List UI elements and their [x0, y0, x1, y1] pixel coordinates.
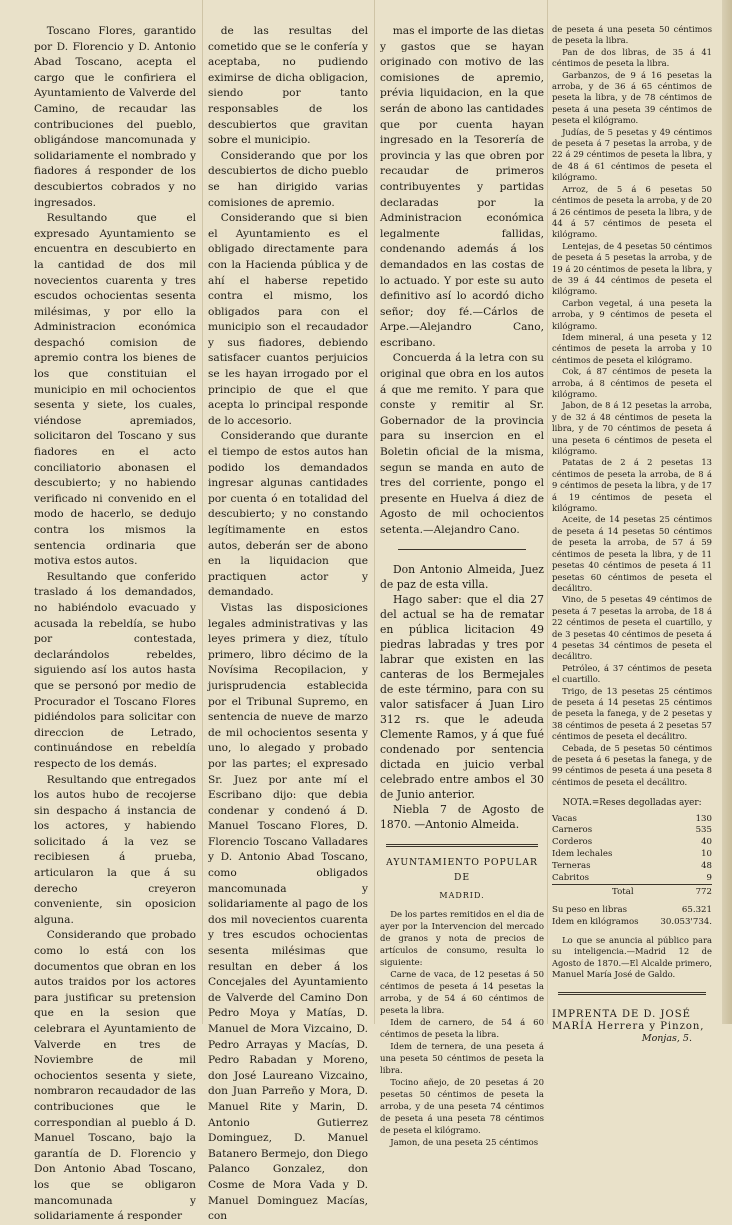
price-item: Arroz, de 5 á 6 pesetas 50 céntimos de peseta la arroba, y de 20 á 26 céntimos de peseta la libra, y de 44 á 57 céntimos de peseta el kilógramo. [552, 183, 712, 240]
price-item: Garbanzos, de 9 á 16 pesetas la arroba, y de 36 á 65 céntimos de peseta la libra, y de 78 céntimos de peseta á una peseta 39 céntimos de peseta el kilógramo. [552, 69, 712, 126]
closing-notice: Lo que se anuncia al público para su inteligencia.—Madrid 12 de Agosto de 1870.—El Alcalde primero, Manuel María José de Galdo. [552, 934, 712, 980]
tally-label: Corderos [552, 837, 593, 848]
tally-label: Vacas [552, 813, 577, 824]
nota-title: NOTA.=Reses degolladas ayer: [562, 798, 702, 809]
price-item: Cebada, de 5 pesetas 50 céntimos de peseta á 6 pesetas la fanega, y de 99 céntimos de peseta á una peseta 8 céntimos de peseta el decálitro. [552, 742, 712, 787]
tally-total-label: Total [552, 885, 678, 899]
weight-value: 30.053'734. [660, 917, 712, 927]
divider [398, 549, 526, 550]
printer-name: IMPRENTA DE D. JOSÉ MARÍA Herrera y Pinzon, [552, 1009, 705, 1033]
section-heading: AYUNTAMIENTO POPULAR DE [386, 856, 538, 884]
printer-address: Monjas, 5. [641, 1033, 692, 1045]
notice-signature: Niebla 7 de Agosto de 1870. —Antonio Almeida. [380, 802, 544, 831]
column-gutter [547, 0, 548, 1024]
tally-total-row [552, 885, 712, 899]
paragraph: de las resultas del cometido que se le confería y aceptaba, no pudiendo eximirse de dicha obligacion, siendo por tanto responsables de los descubiertos que gravitan sobre el municipio. [208, 25, 368, 147]
tally-label: Terneras [552, 860, 591, 871]
market-intro: De los partes remitidos en el dia de ayer por la Intervencion del mercado de granos y nota de precios de artículos de consumo, resulta lo siguiente: [380, 910, 544, 969]
weight-label: Su peso en libras [552, 905, 628, 916]
tally-value: 40 [701, 837, 712, 848]
tally-value: 10 [701, 849, 712, 860]
tally-value: 130 [695, 813, 712, 824]
column-2 [208, 24, 368, 1223]
weight-row [552, 905, 712, 917]
price-item: Petróleo, á 37 céntimos de peseta el cuartillo. [552, 662, 712, 685]
paragraph: Resultando que conferido traslado á los demandados, no habiéndolo evacuado y acusada la rebeldía, se hubo por contestada, declarándolos rebeldes, siguiendo así los autos hasta que se personó por medio de Procurador el Toscano Flores pidiéndolos para solicitar con direccion de Letrado, continuándose en rebeldía respecto de los demás. [34, 570, 196, 770]
price-item: Cok, á 87 céntimos de peseta la arroba, á 8 céntimos de peseta el kilógramo. [552, 366, 712, 399]
column-gutter [374, 0, 375, 1024]
section-divider [386, 844, 538, 847]
price-item: Pan de dos libras, de 35 á 41 céntimos de peseta la libra. [552, 46, 712, 69]
price-item: Judías, de 5 pesetas y 49 céntimos de peseta á 7 pesetas la arroba, y de 22 á 29 céntimos de peseta la libra, y de 48 á 61 céntimos de peseta el kilógramo. [552, 126, 712, 183]
price-item: Carbon vegetal, á una peseta la arroba, y 9 céntimos de peseta el kilógramo. [552, 297, 712, 331]
price-item: Idem de ternera, de una peseta á una peseta 50 céntimos de peseta la libra. [380, 1042, 544, 1077]
price-item: Tocino añejo, de 20 pesetas á 20 pesetas 50 céntimos de peseta la arroba, y de una peseta 74 céntimos de peseta á una peseta 78 céntimos de peseta el kilógramo. [380, 1078, 544, 1137]
footer-divider [558, 992, 706, 995]
column-gutter [202, 0, 203, 1024]
weight-totals [552, 905, 712, 929]
weight-value: 65.321 [681, 905, 712, 916]
tally-label: Cabritos [552, 872, 590, 883]
page-edge [722, 0, 732, 1024]
paragraph: Considerando que si bien el Ayuntamiento es el obligado directamente para con la Hacienda pública y de ahí el haberse repetido contra el mismo, los obligados para con el municipio son el recaudador y sus fiadores, debiendo satisfacer cuantos perjuicios se les hayan irrogado por el principio de que el que acepta lo principal responde de lo accesorio. [208, 212, 368, 427]
price-item: Idem de carnero, de 54 á 60 céntimos de peseta la libra. [380, 1018, 544, 1041]
price-item: Jabon, de 8 á 12 pesetas la arroba, y de 32 á 48 céntimos de peseta la libra, y de 70 céntimos de peseta á una peseta 6 céntimos de peseta el kilógramo. [552, 400, 712, 457]
tally-row [552, 849, 712, 861]
column-3 [380, 24, 544, 1149]
tally-row [552, 861, 712, 873]
notice-title: Don Antonio Almeida, Juez de paz de esta villa. [380, 562, 544, 591]
paragraph: Toscano Flores, garantido por D. Florencio y D. Antonio Abad Toscano, acepta el cargo que le confiriera el Ayuntamiento de Valverde del Camino, de recaudar las contribuciones del pueblo, obligándose mancomunada y solidariamente el nombrado y fiadores á responder de los descubiertos cobrados y no ingresados. [34, 25, 196, 209]
notice-body: Hago saber: que el dia 27 del actual se ha de rematar en pública licitacion 49 piedras labradas y tres por labrar que existen en las canteras de los Bermejales de este término, para con su valor satisfacer á Juan Liro 312 rs. que le adeuda Clemente Ramos, y á que fué condenado por sentencia dictada en juicio verbal celebrado entre ambos el 30 de Junio anterior. [380, 592, 544, 801]
tally-value: 535 [695, 825, 712, 836]
price-item: Jamon, de una peseta 25 céntimos [390, 1138, 539, 1149]
paragraph: Vistas las disposiciones legales administrativas y las leyes primera y diez, título primero, libro décimo de la Novísima Recopilacion, y jurisprudencia establecida por el Tribunal Supremo, en sentencia de nueve de marzo de mil ochocientos sesenta y uno, lo alegado y probado por las partes; el expresado Sr. Juez por ante mí el Escribano dijo: que debia condenar y condenó á D. Manuel Toscano Flores, D. Florencio Toscano Valladares y D. Antonio Abad Toscano, como obligados mancomunada y solidariamente al pago de los dos mil novecientos cuarenta y tres escudos ochocientas sesenta milésimas que resultan en deber á los Concejales del Ayuntamiento de Valverde del Camino Don Pedro Moya y Matías, D. Manuel de Mora Vizcaino, D. Pedro Arrayas y Macías, D. Pedro Rabadan y Moreno, don José Laureano Vizcaino, don Juan Parreño y Mora, D. Manuel Rite y Marin, D. Antonio Gutierrez Dominguez, D. Manuel Batanero Bermejo, don Diego Palanco Gonzalez, don Cosme de Mora Vada y D. Manuel Dominguez Macías, con [208, 601, 368, 1223]
weight-row [552, 917, 712, 929]
price-item: Lentejas, de 4 pesetas 50 céntimos de peseta á 5 pesetas la arroba, y de 19 á 20 céntimos de peseta la libra, y de 39 á 44 céntimos de peseta el kilógramo. [552, 240, 712, 297]
price-item: Carne de vaca, de 12 pesetas á 50 céntimos de peseta á 14 pesetas la arroba, y de 54 á 60 céntimos de peseta la libra. [380, 970, 544, 1017]
paragraph: mas el importe de las dietas y gastos que se hayan originado con motivo de las comisiones de apremio, prévia liquidacion, en la que serán de abono las cantidades que por cuenta hayan ingresado en la Tesorería de provincia y las que obren por recaudar de primeros contribuyentes y partidas declaradas por la Administracion económica legalmente fallidas, condenando además á los demandados en las costas de lo actuado. Y por este su auto definitivo así lo acordó dicho señor; doy fé.—Cárlos de Arpe.—Alejandro Cano, escribano. [380, 25, 544, 349]
price-item: Trigo, de 13 pesetas 25 céntimos de peseta á 14 pesetas 25 céntimos de peseta la fanega, y de 2 pesetas y 38 céntimos de peseta á 2 pesetas 57 céntimos de peseta el decálitro. [552, 685, 712, 742]
price-item: Aceite, de 14 pesetas 25 céntimos de peseta á 14 pesetas 50 céntimos de peseta la arroba, de 57 á 59 céntimos de peseta la libra, y de 11 pesetas 40 céntimos de peseta á 11 pesetas 60 céntimos de peseta el decálitro. [552, 514, 712, 593]
price-list [552, 24, 712, 788]
paragraph: Concuerda á la letra con su original que obra en los autos á que me remito. Y para que conste y remitir al Sr. Gobernador de la provincia para su insercion en el Boletin oficial de la misma, segun se manda en auto de tres del corriente, pongo el presente en Huelva á diez de Agosto de mil ochocientos setenta.—Alejandro Cano. [380, 352, 544, 536]
price-item: Patatas de 2 á 2 pesetas 13 céntimos de peseta la arroba, de 8 á 9 céntimos de peseta la libra, y de 17 á 19 céntimos de peseta el kilógramo. [552, 457, 712, 514]
column-1 [34, 24, 196, 1223]
tally-row [552, 825, 712, 837]
tally-value: 9 [706, 872, 712, 883]
juez-de-paz-notice [380, 562, 544, 832]
paragraph: Resultando que el expresado Ayuntamiento se encuentra en descubierto en la cantidad de dos mil novecientos cuarenta y tres escudos ochocientas sesenta milésimas, y por ello la Administracion económica despachó comision de apremio contra los bienes de los que constituian el municipio en mil ochocientos sesenta y siete, los cuales, viéndose apremiados, solicitaron del Toscano y sus fiadores en el acto conciliatorio abonasen el descubierto; y no habiendo verificado ni convenido en el modo de hacerlo, se dedujo contra los mismos la sentencia ordinaria que motiva estos autos. [34, 212, 196, 568]
column-4 [552, 24, 712, 1045]
price-item: de peseta á una peseta 50 céntimos de peseta la libra. [552, 24, 712, 46]
section-subheading: MADRID. [439, 890, 485, 900]
tally-row [552, 837, 712, 849]
price-item: Idem mineral, á una peseta y 12 céntimos de peseta la arroba y 10 céntimos de peseta el kilógramo. [552, 331, 712, 365]
paragraph: Considerando que durante el tiempo de estos autos han podido los demandados ingresar algunas cantidades por cuenta ó en totalidad del descubierto; y no constando legítimamente en estos autos, deberán ser de abono en la liquidacion que practiquen actor y demandado. [208, 430, 368, 599]
tally-label: Idem lechales [552, 849, 613, 860]
tally-label: Carneros [552, 825, 593, 836]
printer-imprint [552, 1009, 712, 1045]
tally-row [552, 814, 712, 826]
tally-total-value: 772 [678, 885, 712, 899]
tally-row [552, 873, 712, 885]
market-prices [380, 909, 544, 1149]
paragraph: Considerando que por los descubiertos de dicho pueblo se han dirigido varias comisiones de apremio. [208, 149, 368, 209]
paragraph: Considerando que probado como lo está con los documentos que obran en los autos traidos por los actores para justificar su pretension que en la sesion que celebrara el Ayuntamiento de Valverde en tres de Noviembre de mil ochocientos sesenta y siete, nombraron recaudador de las contribuciones que le correspondian al pueblo á D. Manuel Toscano, bajo la garantía de D. Florencio y Don Antonio Abad Toscano, los que se obligaron mancomunada y solidariamente á responder [34, 929, 196, 1223]
weight-label: Idem en kilógramos [552, 917, 639, 927]
price-item: Vino, de 5 pesetas 49 céntimos de peseta á 7 pesetas la arroba, de 18 á 22 céntimos de peseta el cuartillo, y de 3 pesetas 40 céntimos de peseta á 4 pesetas 34 céntimos de peseta el decálitro. [552, 594, 712, 662]
tally-value: 48 [701, 860, 712, 871]
paragraph: Resultando que entregados los autos hubo de recojerse sin despacho á instancia de los actores, y habiendo solicitado á la vez se recibiesen á prueba, articularon la que á su derecho creyeron conveniente, sin oposicion alguna. [34, 773, 196, 926]
slaughter-tally [552, 814, 712, 900]
